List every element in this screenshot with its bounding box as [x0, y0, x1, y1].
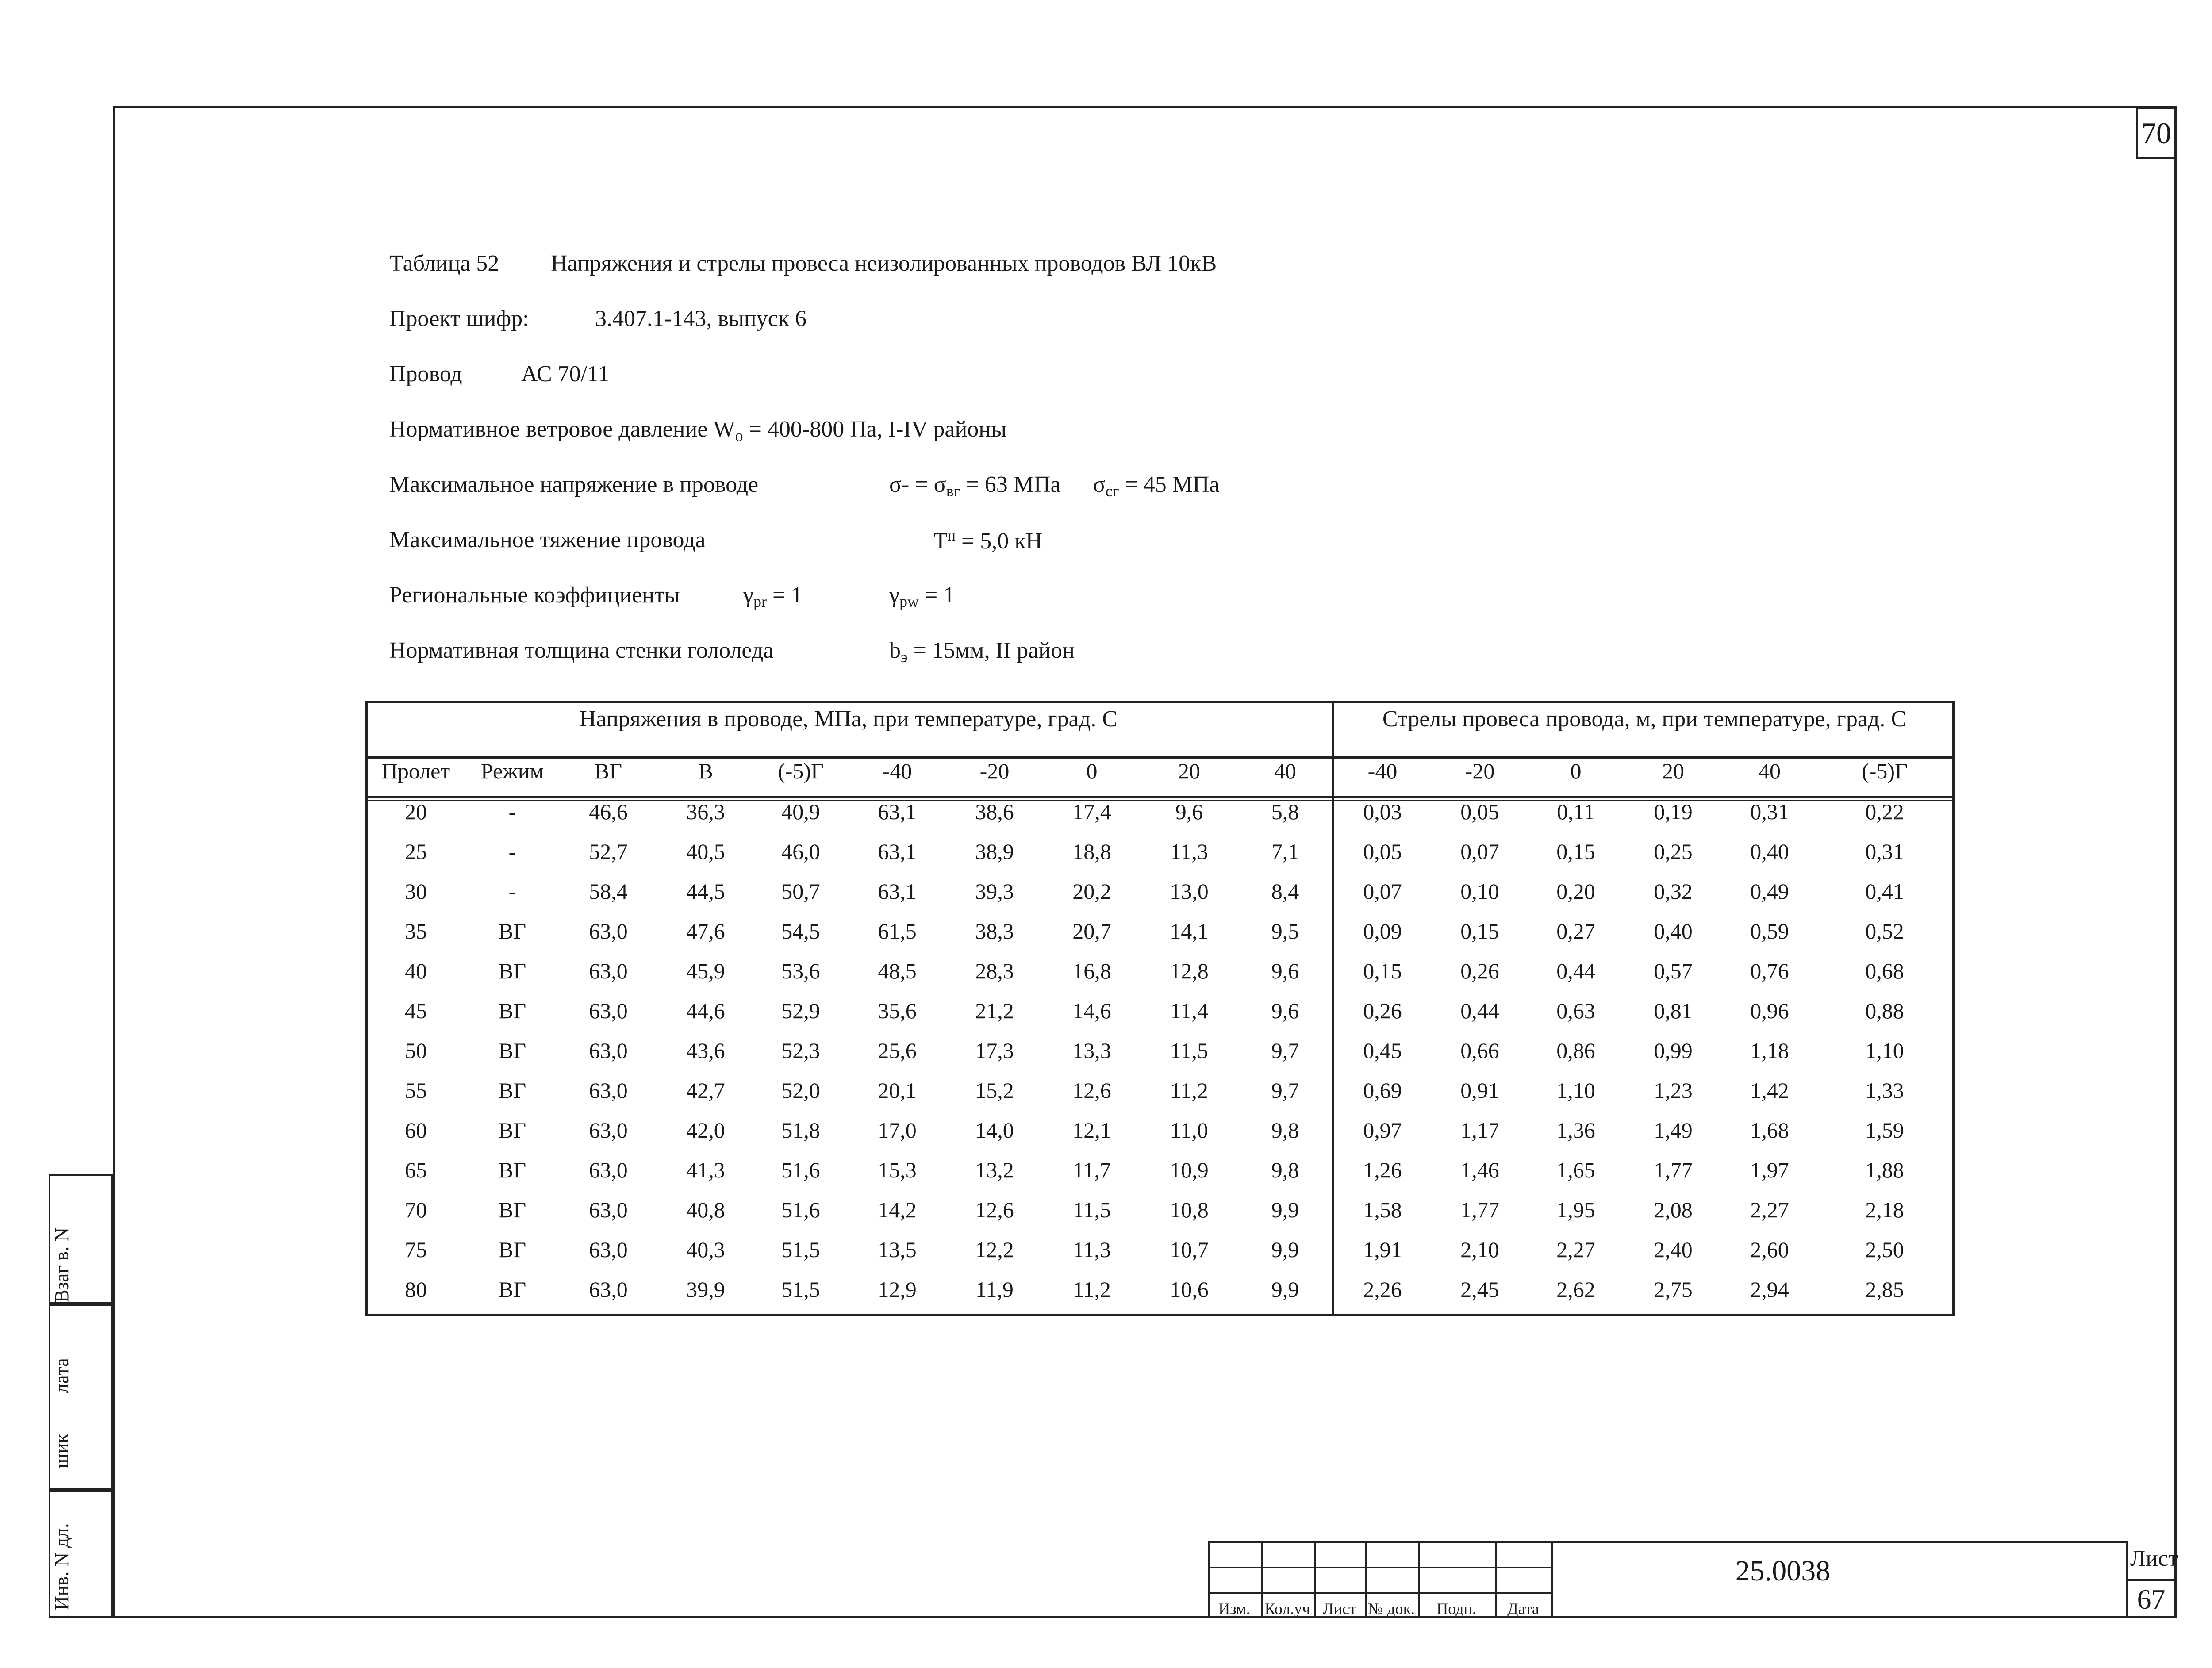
side-text-inv: Инв. N дл. — [51, 1523, 73, 1610]
table-cell: 9,6 — [1175, 799, 1203, 824]
table-cell: 52,3 — [781, 1038, 820, 1063]
sheet-label: Лист — [2130, 1546, 2178, 1571]
wind-label: Нормативное ветровое давление — [389, 417, 708, 442]
table-cell: 13,3 — [1072, 1038, 1111, 1063]
table-cell: 0,22 — [1865, 799, 1904, 824]
table-cell: 13,0 — [1170, 879, 1209, 904]
table-cell: 0,07 — [1460, 839, 1499, 864]
title-label-data: Дата — [1507, 1600, 1539, 1618]
table-cell: 0,44 — [1556, 959, 1595, 983]
table-cell: 16,8 — [1072, 959, 1111, 983]
title-block-col-line-6 — [1551, 1541, 1553, 1618]
ice-value: = 15мм, II район — [907, 638, 1075, 663]
table-cell: 52,7 — [589, 839, 628, 864]
table-group-separator — [1332, 701, 1334, 1316]
gamma-pr — [743, 584, 803, 610]
table-cell: 25 — [405, 839, 427, 864]
table-cell: 51,5 — [781, 1237, 820, 1262]
table-cell: 0,97 — [1363, 1118, 1402, 1143]
max-tension-sup: н — [947, 528, 956, 544]
title-label-koluch: Кол.уч — [1264, 1600, 1310, 1618]
table-cell: ВГ — [498, 1197, 526, 1222]
table-cell: 39,3 — [975, 879, 1014, 904]
table-cell: 38,6 — [975, 799, 1014, 824]
table-cell: 1,88 — [1865, 1158, 1904, 1182]
table-cell: 51,8 — [781, 1118, 820, 1143]
table-cell: 0,45 — [1363, 1038, 1402, 1063]
table-cell: 12,6 — [1072, 1078, 1111, 1103]
table-cell: 63,0 — [589, 1078, 628, 1103]
table-cell: 10,9 — [1170, 1158, 1209, 1182]
table-cell: ВГ — [498, 1038, 526, 1063]
table-cell: 1,33 — [1865, 1078, 1904, 1103]
title-block-row-line-1 — [1208, 1567, 1553, 1568]
table-cell: 1,26 — [1363, 1158, 1402, 1182]
table-cell: 14,0 — [975, 1118, 1014, 1143]
table-cell: ВГ — [498, 998, 526, 1023]
table-cell: 25,6 — [878, 1038, 917, 1063]
table-cell: 28,3 — [975, 959, 1014, 983]
table-cell: 63,1 — [878, 799, 917, 824]
gamma1-symbol: γ — [743, 583, 753, 608]
column-header: -20 — [979, 759, 1010, 783]
table-cell: 1,68 — [1750, 1118, 1789, 1143]
table-cell: 1,23 — [1654, 1078, 1693, 1103]
table-cell: 48,5 — [878, 959, 917, 983]
max-stress-part4: = 45 МПа — [1119, 472, 1220, 497]
table-cell: 0,15 — [1460, 919, 1499, 943]
table-cell: 2,10 — [1460, 1237, 1499, 1262]
ice-symbol: b — [889, 638, 901, 663]
ice-label: Нормативная толщина стенки гололеда — [389, 638, 774, 663]
table-cell: 20,7 — [1072, 919, 1111, 943]
table-cell: 0,68 — [1865, 959, 1904, 983]
max-tension-value: = 5,0 кН — [955, 529, 1043, 554]
wind-value: = 400-800 Па, I-IV районы — [743, 417, 1007, 442]
table-cell: 43,6 — [686, 1038, 725, 1063]
table-cell: 1,59 — [1865, 1118, 1904, 1143]
table-cell: 51,5 — [781, 1277, 820, 1302]
table-cell: 63,0 — [589, 998, 628, 1023]
table-cell: 9,6 — [1271, 959, 1299, 983]
table-cell: 0,66 — [1460, 1038, 1499, 1063]
table-cell: ВГ — [498, 1277, 526, 1302]
table-cell: 11,9 — [975, 1277, 1014, 1302]
table-cell: 0,31 — [1865, 839, 1904, 864]
table-cell: 47,6 — [686, 919, 725, 943]
table-cell: 65 — [405, 1158, 427, 1182]
table-cell: 40,3 — [686, 1237, 725, 1262]
table-cell: - — [508, 879, 516, 904]
table-cell: 44,5 — [686, 879, 725, 904]
table-cell: 41,3 — [686, 1158, 725, 1182]
table-cell: 9,6 — [1271, 998, 1299, 1023]
page-number-top: 70 — [2136, 107, 2177, 159]
table-cell: 2,75 — [1654, 1277, 1693, 1302]
table-cell: 35,6 — [878, 998, 917, 1023]
table-cell: 50,7 — [781, 879, 820, 904]
max-stress-part3: σ — [1093, 472, 1106, 497]
column-header: -40 — [1367, 759, 1398, 783]
table-cell: 40,9 — [781, 799, 820, 824]
table-cell: 0,86 — [1556, 1038, 1595, 1063]
max-stress-part2: = 63 МПа — [960, 472, 1061, 497]
table-cell: 0,31 — [1750, 799, 1789, 824]
max-stress-part1: σ- = σ — [889, 472, 946, 497]
column-header: 40 — [1274, 759, 1296, 783]
table-cell: 63,0 — [589, 1038, 628, 1063]
gamma-pw — [889, 584, 955, 610]
max-tension-label: Максимальное тяжение провода — [389, 527, 706, 552]
table-cell: 2,45 — [1460, 1277, 1499, 1302]
table-cell: 0,99 — [1654, 1038, 1693, 1063]
table-cell: ВГ — [498, 1078, 526, 1103]
table-cell: 0,25 — [1654, 839, 1693, 864]
table-cell: 11,0 — [1170, 1118, 1208, 1143]
table-cell: 12,1 — [1072, 1118, 1111, 1143]
table-cell: 9,9 — [1271, 1277, 1299, 1302]
table-cell: 17,3 — [975, 1038, 1014, 1063]
table-cell: 0,26 — [1363, 998, 1402, 1023]
gamma1-sub: pr — [753, 593, 767, 610]
table-cell: 75 — [405, 1237, 427, 1262]
table-cell: 0,49 — [1750, 879, 1789, 904]
wire-label: Провод — [389, 361, 462, 387]
table-cell: 0,52 — [1865, 919, 1904, 943]
table-cell: 0,15 — [1363, 959, 1402, 983]
column-header: 20 — [1662, 759, 1684, 783]
side-text-data: лата — [51, 1358, 73, 1393]
table-cell: 0,09 — [1363, 919, 1402, 943]
table-cell: 44,6 — [686, 998, 725, 1023]
table-cell: 0,11 — [1557, 799, 1595, 824]
table-cell: 11,7 — [1073, 1158, 1111, 1182]
table-cell: 9,8 — [1271, 1158, 1299, 1182]
table-cell: 63,0 — [589, 1197, 628, 1222]
table-cell: 0,07 — [1363, 879, 1402, 904]
table-cell: 2,62 — [1556, 1277, 1595, 1302]
title-block — [1208, 1541, 2177, 1618]
table-cell: 8,4 — [1271, 879, 1299, 904]
wire-value: АС 70/11 — [521, 361, 610, 387]
table-cell: 0,76 — [1750, 959, 1789, 983]
table-cell: 52,0 — [781, 1078, 820, 1103]
table-cell: 11,4 — [1170, 998, 1208, 1023]
table-cell: 0,40 — [1654, 919, 1693, 943]
title-label-list: Лист — [1323, 1600, 1356, 1618]
table-cell: 51,6 — [781, 1197, 820, 1222]
table-cell: 2,26 — [1363, 1277, 1402, 1302]
regional-label: Региональные коэффициенты — [389, 583, 680, 608]
table-cell: 9,9 — [1271, 1197, 1299, 1222]
title-label-podp: Подп. — [1436, 1600, 1476, 1618]
gamma1-value: = 1 — [766, 583, 803, 608]
wind-symbol: W — [713, 417, 735, 442]
column-header: 40 — [1759, 759, 1781, 783]
table-cell: 10,7 — [1170, 1237, 1209, 1262]
table-cell: 1,10 — [1865, 1038, 1904, 1063]
title-block-col-line-4 — [1418, 1541, 1420, 1618]
gamma2-sub: pw — [899, 593, 919, 610]
table-cell: 15,3 — [878, 1158, 917, 1182]
wind-pressure-line — [389, 418, 1006, 444]
table-cell: 2,08 — [1654, 1197, 1693, 1222]
table-cell: ВГ — [498, 1158, 526, 1182]
table-cell: 15,2 — [975, 1078, 1014, 1103]
table-cell: 63,0 — [589, 1158, 628, 1182]
table-cell: 18,8 — [1072, 839, 1111, 864]
table-cell: - — [508, 839, 516, 864]
table-cell: ВГ — [498, 1237, 526, 1262]
title-block-col-line-5 — [1495, 1541, 1497, 1618]
table-cell: 11,5 — [1170, 1038, 1208, 1063]
table-cell: 17,0 — [878, 1118, 917, 1143]
table-cell: 40,5 — [686, 839, 725, 864]
gamma2-symbol: γ — [889, 583, 899, 608]
table-cell: 0,41 — [1865, 879, 1904, 904]
table-cell: 35 — [405, 919, 427, 943]
column-header: -20 — [1465, 759, 1495, 783]
table-cell: 0,59 — [1750, 919, 1789, 943]
table-cell: 1,65 — [1556, 1158, 1595, 1182]
table-cell: 14,6 — [1072, 998, 1111, 1023]
max-tension-values — [933, 529, 1042, 553]
table-cell: 0,57 — [1654, 959, 1693, 983]
table-cell: 0,96 — [1750, 998, 1789, 1023]
ice-sub: э — [901, 648, 908, 666]
table-cell: 1,10 — [1556, 1078, 1595, 1103]
side-text-vzam: Взаг в. N — [51, 1227, 73, 1303]
table-cell: 63,0 — [589, 1277, 628, 1302]
table-cell: ВГ — [498, 959, 526, 983]
table-cell: 40 — [405, 959, 427, 983]
column-header: ВГ — [594, 759, 622, 783]
ice-values — [889, 639, 1075, 665]
table-cell: 11,3 — [1073, 1237, 1111, 1262]
table-cell: 0,27 — [1556, 919, 1595, 943]
group-sag-title: Стрелы провеса провода, м, при температуре, град. С — [1382, 706, 1907, 732]
max-stress-sub2: сг — [1105, 482, 1119, 500]
table-title: Напряжения и стрелы провеса неизолированных проводов ВЛ 10кВ — [551, 251, 1217, 276]
table-cell: 2,40 — [1654, 1237, 1693, 1262]
table-cell: 0,91 — [1460, 1078, 1499, 1103]
table-cell: 40,8 — [686, 1197, 725, 1222]
table-cell: 52,9 — [781, 998, 820, 1023]
table-cell: 5,8 — [1271, 799, 1299, 824]
table-cell: 0,69 — [1363, 1078, 1402, 1103]
table-cell: 1,58 — [1363, 1197, 1402, 1222]
table-cell: 17,4 — [1072, 799, 1111, 824]
table-cell: 9,7 — [1271, 1078, 1299, 1103]
project-code: 3.407.1-143, выпуск 6 — [595, 306, 806, 331]
title-block-top-line — [1553, 1541, 2126, 1543]
table-cell: 2,27 — [1556, 1237, 1595, 1262]
side-text-podp: шик — [51, 1434, 73, 1469]
table-cell: 20,2 — [1072, 879, 1111, 904]
table-cell: 38,9 — [975, 839, 1014, 864]
project-label: Проект шифр: — [389, 306, 529, 331]
table-cell: 61,5 — [878, 919, 917, 943]
table-cell: 14,1 — [1170, 919, 1209, 943]
table-cell: 10,6 — [1170, 1277, 1209, 1302]
table-cell: 12,2 — [975, 1237, 1014, 1262]
table-cell: 11,2 — [1073, 1277, 1111, 1302]
title-label-izm: Изм. — [1218, 1600, 1250, 1618]
table-cell: 14,2 — [878, 1197, 917, 1222]
max-stress-values — [889, 473, 1220, 499]
table-cell: 1,77 — [1654, 1158, 1693, 1182]
title-label-ndok: № док. — [1367, 1600, 1415, 1618]
table-cell: 0,44 — [1460, 998, 1499, 1023]
table-cell: 1,95 — [1556, 1197, 1595, 1222]
table-cell: 9,7 — [1271, 1038, 1299, 1063]
table-cell: ВГ — [498, 919, 526, 943]
column-header: (-5)Г — [778, 759, 824, 783]
table-cell: 20,1 — [878, 1078, 917, 1103]
document-code: 25.0038 — [1735, 1555, 1831, 1587]
table-cell: 2,50 — [1865, 1237, 1904, 1262]
table-cell: 0,40 — [1750, 839, 1789, 864]
title-block-col-line-2 — [1314, 1541, 1316, 1618]
table-cell: 9,9 — [1271, 1237, 1299, 1262]
table-cell: 20 — [405, 799, 427, 824]
table-cell: 63,0 — [589, 919, 628, 943]
table-cell: 45 — [405, 998, 427, 1023]
table-cell: 50 — [405, 1038, 427, 1063]
wind-sub: o — [735, 427, 743, 445]
table-cell: 63,1 — [878, 879, 917, 904]
table-cell: 0,05 — [1460, 799, 1499, 824]
table-cell: 51,6 — [781, 1158, 820, 1182]
column-header: -40 — [882, 759, 912, 783]
table-cell: 12,9 — [878, 1277, 917, 1302]
table-cell: 63,0 — [589, 1118, 628, 1143]
column-header: 0 — [1570, 759, 1582, 783]
column-header: 20 — [1178, 759, 1200, 783]
table-cell: 58,4 — [589, 879, 628, 904]
max-stress-sub1: вг — [946, 482, 960, 500]
table-cell: 54,5 — [781, 919, 820, 943]
max-tension-symbol: T — [933, 529, 948, 554]
table-cell: 70 — [405, 1197, 427, 1222]
table-cell: 11,2 — [1170, 1078, 1208, 1103]
table-cell: 1,77 — [1460, 1197, 1499, 1222]
table-cell: 1,17 — [1460, 1118, 1499, 1143]
table-cell: 13,5 — [878, 1237, 917, 1262]
table-cell: 11,5 — [1073, 1197, 1111, 1222]
table-cell: 0,32 — [1654, 879, 1693, 904]
table-cell: 42,7 — [686, 1078, 725, 1103]
table-cell: 30 — [405, 879, 427, 904]
table-cell: 2,27 — [1750, 1197, 1789, 1222]
table-cell: 12,6 — [975, 1197, 1014, 1222]
table-cell: 1,46 — [1460, 1158, 1499, 1182]
table-cell: 0,20 — [1556, 879, 1595, 904]
table-cell: 0,63 — [1556, 998, 1595, 1023]
table-cell: 46,6 — [589, 799, 628, 824]
table-cell: 7,1 — [1271, 839, 1299, 864]
table-cell: 60 — [405, 1118, 427, 1143]
table-cell: 36,3 — [686, 799, 725, 824]
table-cell: ВГ — [498, 1118, 526, 1143]
table-cell: 1,91 — [1363, 1237, 1402, 1262]
table-cell: 1,36 — [1556, 1118, 1595, 1143]
table-label: Таблица 52 — [389, 251, 499, 276]
title-block-row-line-2 — [1208, 1592, 1553, 1594]
table-cell: 0,88 — [1865, 998, 1904, 1023]
table-cell: 12,8 — [1170, 959, 1209, 983]
table-cell: 42,0 — [686, 1118, 725, 1143]
table-cell: 0,03 — [1363, 799, 1402, 824]
table-cell: 10,8 — [1170, 1197, 1209, 1222]
gamma2-value: = 1 — [918, 583, 955, 608]
column-header: В — [698, 759, 713, 783]
table-cell: 0,81 — [1654, 998, 1693, 1023]
table-cell: 0,19 — [1654, 799, 1693, 824]
table-cell: 80 — [405, 1277, 427, 1302]
table-cell: 39,9 — [686, 1277, 725, 1302]
table-cell: 2,85 — [1865, 1277, 1904, 1302]
table-cell: 21,2 — [975, 998, 1014, 1023]
sheet-number: 67 — [2128, 1579, 2174, 1616]
title-block-col-line-3 — [1365, 1541, 1367, 1618]
table-cell: 63,1 — [878, 839, 917, 864]
title-block-col-line-1 — [1261, 1541, 1263, 1618]
table-cell: 0,10 — [1460, 879, 1499, 904]
table-cell: 9,5 — [1271, 919, 1299, 943]
table-cell: 0,05 — [1363, 839, 1402, 864]
table-cell: 2,94 — [1750, 1277, 1789, 1302]
table-cell: 53,6 — [781, 959, 820, 983]
column-header: Режим — [480, 759, 544, 783]
column-header: 0 — [1086, 759, 1098, 783]
group-stress-title: Напряжения в проводе, МПа, при температуре, град. С — [580, 706, 1118, 732]
table-cell: 1,18 — [1750, 1038, 1789, 1063]
table-cell: 1,97 — [1750, 1158, 1789, 1182]
table-cell: 1,42 — [1750, 1078, 1789, 1103]
table-cell: 2,18 — [1865, 1197, 1904, 1222]
table-cell: 46,0 — [781, 839, 820, 864]
table-cell: 2,60 — [1750, 1237, 1789, 1262]
table-cell: 38,3 — [975, 919, 1014, 943]
table-cell: 45,9 — [686, 959, 725, 983]
table-cell: 0,15 — [1556, 839, 1595, 864]
table-cell: 11,3 — [1170, 839, 1208, 864]
table-cell: 9,8 — [1271, 1118, 1299, 1143]
table-cell: 63,0 — [589, 959, 628, 983]
table-cell: 63,0 — [589, 1237, 628, 1262]
table-cell: 55 — [405, 1078, 427, 1103]
table-column-header-line — [365, 796, 1955, 798]
table-cell: 13,2 — [975, 1158, 1014, 1182]
table-cell: 1,49 — [1654, 1118, 1693, 1143]
table-cell: 0,26 — [1460, 959, 1499, 983]
max-stress-label: Максимальное напряжение в проводе — [389, 472, 759, 497]
table-cell: - — [508, 799, 516, 824]
column-header: Пролет — [381, 759, 450, 783]
column-header: (-5)Г — [1862, 759, 1908, 783]
